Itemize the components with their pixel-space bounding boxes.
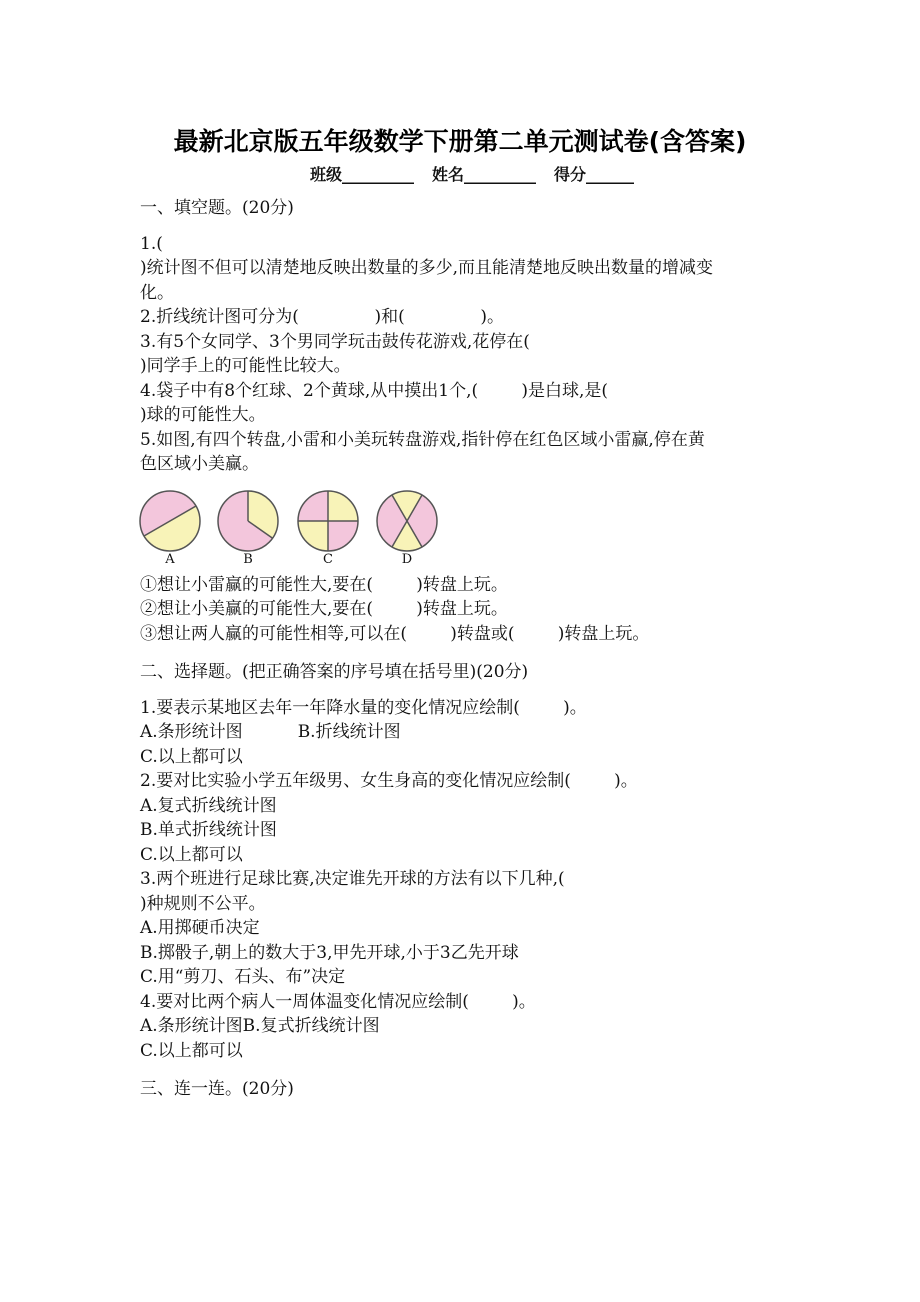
spinner-c-label: C bbox=[323, 551, 333, 567]
option-a: A.条形统计图 bbox=[140, 722, 243, 742]
section-3-heading: 三、连一连。(20分) bbox=[140, 1079, 294, 1099]
question-1-3-end: )同学手上的可能性比较大。 bbox=[140, 356, 351, 376]
question-2-2-option-c: C.以上都可以 bbox=[140, 844, 243, 865]
question-2-4-options-ab: A.条形统计图B.复式折线统计图 bbox=[140, 1016, 380, 1036]
spinner-a-graphic bbox=[138, 489, 202, 553]
name-field: 姓名_________ bbox=[432, 165, 537, 184]
question-2-3-end: )种规则不公平。 bbox=[140, 893, 266, 914]
question-2-4-option-c: C.以上都可以 bbox=[140, 1040, 243, 1061]
question-2-2-option-a: A.复式折线统计图 bbox=[140, 795, 277, 816]
question-2-3-option-b: B.掷骰子,朝上的数大于3,甲先开球,小于3乙先开球 bbox=[140, 942, 519, 963]
question-2-3-start: 3.两个班进行足球比赛,决定谁先开球的方法有以下几种,( bbox=[140, 869, 565, 889]
question-1-5-sub-1: ①想让小雷赢的可能性大,要在( )转盘上玩。 bbox=[140, 574, 508, 595]
question-1-5-sub-3: ③想让两人赢的可能性相等,可以在( )转盘或( )转盘上玩。 bbox=[140, 623, 650, 644]
score-field: 得分______ bbox=[554, 165, 635, 184]
student-info-line bbox=[310, 162, 652, 185]
question-1-3-start: 3.有5个女同学、3个男同学玩击鼓传花游戏,花停在( bbox=[140, 331, 530, 352]
spinner-c bbox=[296, 489, 360, 568]
section-1-heading: 一、填空题。(20分) bbox=[140, 198, 294, 218]
spinner-figure bbox=[140, 489, 780, 571]
spinner-d-label: D bbox=[401, 551, 413, 567]
question-1-5-start: 5.如图,有四个转盘,小雷和小美玩转盘游戏,指针停在红色区域小雷赢,停在黄 bbox=[140, 429, 705, 450]
spinner-d bbox=[375, 489, 439, 568]
page-title: 最新北京版五年级数学下册第二单元测试卷(含答案) bbox=[173, 127, 747, 156]
question-2-1: 1.要表示某地区去年一年降水量的变化情况应绘制( )。 bbox=[140, 697, 587, 718]
question-1-4-end: )球的可能性大。 bbox=[140, 405, 266, 425]
question-1-4-start: 4.袋子中有8个红球、2个黄球,从中摸出1个,( )是白球,是( bbox=[140, 380, 609, 401]
spinner-b-graphic bbox=[216, 489, 280, 553]
question-1-1-start: 1.( bbox=[140, 233, 163, 254]
question-2-3-option-c: C.用“剪刀、石头、布”决定 bbox=[140, 967, 346, 987]
spinner-b bbox=[216, 489, 280, 568]
spinner-c-graphic bbox=[296, 489, 360, 553]
question-2-1-option-c: C.以上都可以 bbox=[140, 746, 243, 767]
class-field: 班级_________ bbox=[310, 165, 415, 184]
spinner-d-graphic bbox=[375, 489, 439, 553]
question-1-5-end: 色区域小美赢。 bbox=[140, 454, 259, 474]
question-2-1-options-ab bbox=[140, 720, 780, 745]
spinner-b-label: B bbox=[243, 551, 253, 567]
spinner-a bbox=[138, 489, 202, 568]
question-1-1-end: 化。 bbox=[140, 282, 174, 303]
question-1-1-body: )统计图不但可以清楚地反映出数量的多少,而且能清楚地反映出数量的增减变 bbox=[140, 258, 714, 278]
question-2-3-option-a: A.用掷硬币决定 bbox=[140, 918, 260, 938]
question-1-2: 2.折线统计图可分为( )和( )。 bbox=[140, 307, 505, 327]
question-1-5-sub-2: ②想让小美赢的可能性大,要在( )转盘上玩。 bbox=[140, 599, 508, 619]
section-2-heading: 二、选择题。(把正确答案的序号填在括号里)(20分) bbox=[140, 662, 529, 682]
exam-content bbox=[140, 196, 780, 1102]
option-b: B.折线统计图 bbox=[297, 722, 401, 742]
spinner-a-label: A bbox=[165, 551, 175, 567]
question-2-2-option-b: B.单式折线统计图 bbox=[140, 820, 277, 840]
question-2-4: 4.要对比两个病人一周体温变化情况应绘制( )。 bbox=[140, 991, 536, 1012]
question-2-2: 2.要对比实验小学五年级男、女生身高的变化情况应绘制( )。 bbox=[140, 771, 638, 791]
